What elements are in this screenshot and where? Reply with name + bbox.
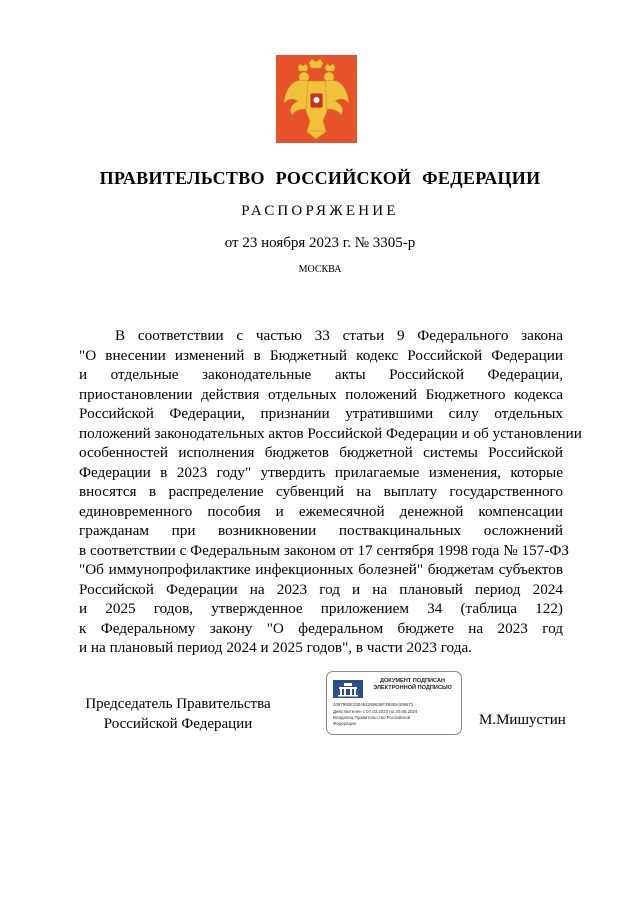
document-city: МОСКВА: [298, 264, 342, 275]
document-type: РАСПОРЯЖЕНИЕ: [241, 203, 399, 219]
body-line: к Федеральному закону "О федеральном бюджете на 2023 год: [79, 619, 563, 637]
stamp-owner: Федерации: [333, 721, 356, 726]
government-title: ПРАВИТЕЛЬСТВО РОССИЙСКОЙ ФЕДЕРАЦИИ: [99, 168, 541, 188]
stamp-heading: [365, 678, 460, 692]
body-line: Российской Федерации, признании утратившими силу отдельных: [79, 405, 563, 422]
body-line: "О внесении изменений в Бюджетный кодекс Российской Федерации: [79, 346, 563, 364]
stamp-emblem-icon: [333, 680, 363, 698]
document-date-number: от 23 ноября 2023 г. № 3305-р: [224, 235, 416, 251]
body-line: Федерации в 2023 году" утвердить прилагаемые изменения, которые: [79, 463, 563, 481]
body-line: В соответствии с частью 33 статьи 9 Федерального закона: [115, 327, 563, 344]
body-line: гражданам при возникновении поствакцинальных осложнений: [79, 522, 563, 539]
body-line: в соответствии с Федеральным законом от 17 сентября 1998 года № 157-ФЗ: [79, 541, 569, 559]
body-line: Российской Федерации на 2023 год и на плановый период 2024: [79, 580, 563, 598]
coat-of-arms-icon: [276, 55, 357, 143]
electronic-signature-stamp: [326, 671, 462, 735]
body-line: и 2025 годов, утвержденное приложением 34 (таблица 122): [79, 600, 563, 617]
signatory-role: [78, 694, 278, 734]
body-line: особенностей исполнения бюджетов бюджетной системы Российской: [79, 444, 563, 461]
order-body: [79, 326, 582, 658]
body-line: вносятся в распределение субвенций на выплату государственного: [79, 483, 563, 500]
stamp-heading-line: ДОКУМЕНТ ПОДПИСАН: [379, 678, 446, 684]
stamp-owner: Владелец Правительство Российской: [333, 715, 411, 720]
body-line: и отдельные законодательные акты Российской Федерации,: [79, 366, 563, 383]
stamp-serial: 2097950E330454268636F3B4BA308671: [333, 702, 414, 707]
body-line: единовременного пособия и ежемесячной денежной компенсации: [79, 502, 563, 520]
body-line: приостановлении действия отдельных положений Бюджетного кодекса: [79, 385, 563, 403]
signatory-role-line: Председатель Правительства: [85, 696, 271, 712]
body-line: положений законодательных актов Российской Федерации и об установлении: [79, 424, 582, 442]
stamp-heading-line: ЭЛЕКТРОННОЙ ПОДПИСЬЮ: [373, 685, 452, 691]
body-line: "Об иммунопрофилактике инфекционных болезней" бюджетам субъектов: [79, 561, 563, 578]
signatory-role-line: Российской Федерации: [103, 716, 253, 732]
signatory-name: М.Мишустин: [479, 712, 566, 728]
body-line: и на плановый период 2024 и 2025 годов", в части 2023 года.: [79, 639, 472, 656]
stamp-validity: Действителен с 07.03.2023 по 30.05.2024: [333, 709, 418, 714]
